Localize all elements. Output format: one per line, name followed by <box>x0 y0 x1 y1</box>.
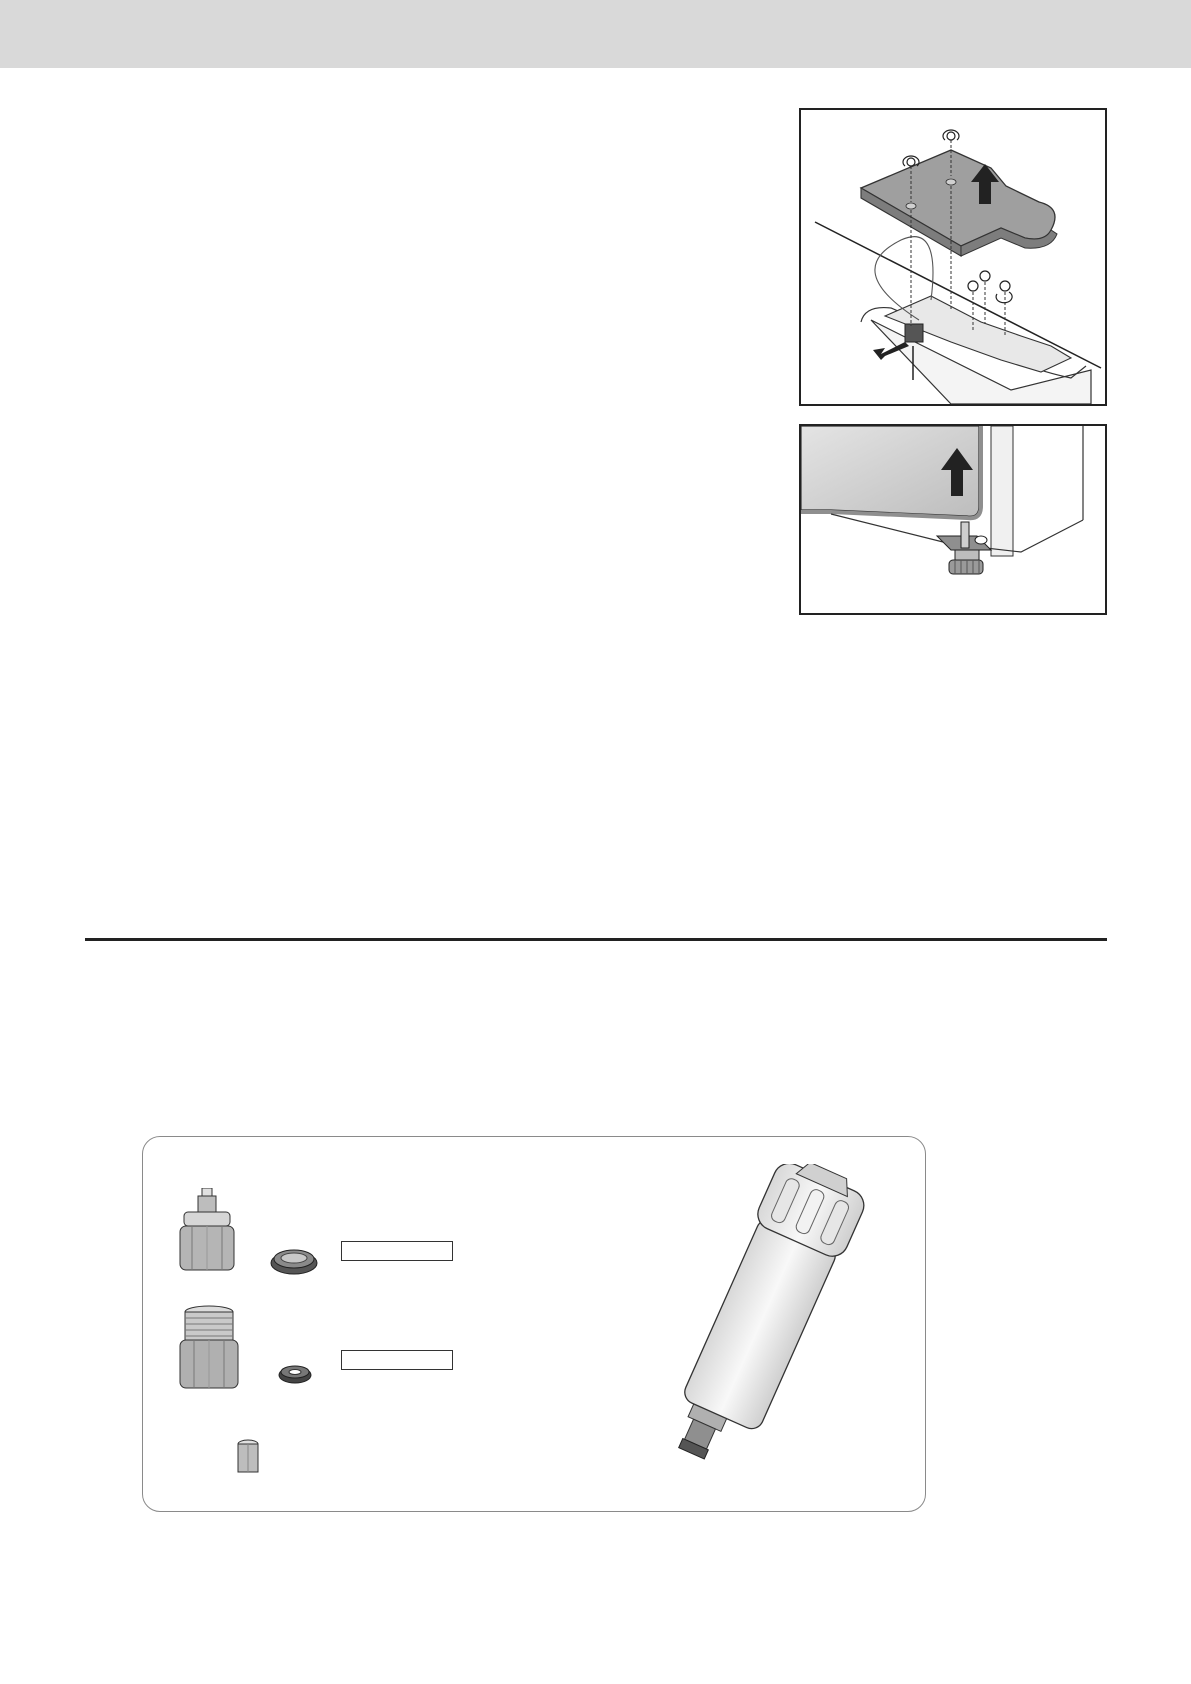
rubber-washer-icon <box>277 1362 313 1384</box>
water-filter-cartridge-icon <box>640 1164 880 1484</box>
front-panel-illustration <box>801 426 1105 613</box>
figure-cover-plate-removal <box>799 108 1107 406</box>
strainer-washer-icon <box>269 1246 319 1276</box>
adapter-nipple-icon <box>178 1188 238 1272</box>
header-band <box>0 0 1191 68</box>
adapter-socket-icon <box>178 1304 240 1390</box>
section-divider <box>85 938 1107 941</box>
figure-front-panel-lift <box>799 424 1107 615</box>
part-label-box <box>341 1241 453 1261</box>
small-nut-icon <box>234 1438 262 1476</box>
connector-icon <box>905 324 923 342</box>
rotate-arrow-icon <box>996 292 1012 303</box>
cover-plate-illustration <box>801 110 1105 404</box>
part-label-box <box>341 1350 453 1370</box>
adjustable-foot-icon <box>937 522 991 574</box>
